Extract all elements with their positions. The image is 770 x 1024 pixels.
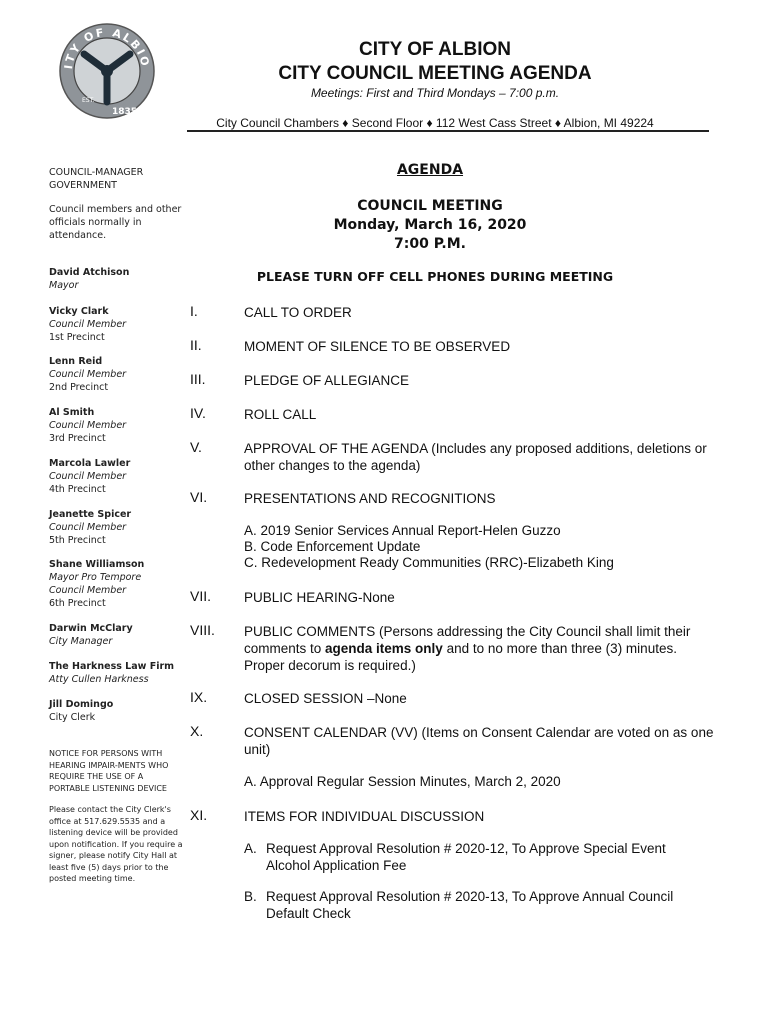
- city-seal-logo: [58, 22, 156, 120]
- official-block: [49, 698, 184, 724]
- official-precinct: 2nd Precinct: [49, 382, 109, 393]
- official-block: [49, 558, 184, 610]
- sub-item: Request Approval Resolution # 2020-13, To Approve Annual Council Default Check: [266, 889, 674, 921]
- official-block: [49, 457, 184, 496]
- official-block: [49, 406, 184, 445]
- sub-item-letter: A.: [244, 841, 257, 856]
- cell-phone-notice: PLEASE TURN OFF CELL PHONES DURING MEETING: [256, 269, 614, 284]
- item-number: VI.: [190, 489, 208, 505]
- government-type: COUNCIL-MANAGER GOVERNMENT: [49, 167, 144, 191]
- item-number: V.: [190, 439, 202, 455]
- official-role: City Manager: [49, 636, 113, 647]
- agenda-item: PUBLIC HEARING-None: [244, 590, 395, 605]
- meeting-schedule: Meetings: First and Third Mondays – 7:00 p.m.: [310, 86, 560, 100]
- item-number: IV.: [190, 405, 206, 421]
- header-title: CITY OF ALBION: [359, 39, 511, 60]
- svg-text:EST.: EST.: [82, 97, 95, 104]
- official-precinct: 3rd Precinct: [49, 433, 106, 444]
- official-block: [49, 508, 184, 547]
- official-precinct: 6th Precinct: [49, 598, 106, 609]
- meeting-time: 7:00 P.M.: [394, 236, 466, 252]
- attendance-note: Council members and other officials normally in attendance.: [49, 204, 182, 241]
- agenda-item: [244, 623, 714, 674]
- official-block: [49, 355, 184, 394]
- agenda-item: CONSENT CALENDAR (VV) (Items on Consent Calendar are voted on as one unit): [244, 725, 714, 757]
- hearing-notice: NOTICE FOR PERSONS WITH HEARING IMPAIR-MENTS WHO REQUIRE THE USE OF A PORTABLE LISTENING DEVICE: [49, 749, 169, 793]
- item-number: I.: [190, 303, 198, 319]
- item-number: II.: [190, 337, 202, 353]
- official-block: [49, 305, 184, 344]
- agenda-item: PRESENTATIONS AND RECOGNITIONS: [244, 491, 496, 506]
- official-role: Council Member: [49, 522, 127, 533]
- agenda-item: ITEMS FOR INDIVIDUAL DISCUSSION: [244, 809, 485, 824]
- official-role: Mayor: [49, 280, 79, 291]
- official-role: Atty Cullen Harkness: [49, 674, 149, 685]
- sub-item: C. Redevelopment Ready Communities (RRC)-Elizabeth King: [244, 555, 614, 570]
- item-number: X.: [190, 723, 204, 739]
- official-precinct: 1st Precinct: [49, 332, 105, 343]
- official-block: [49, 660, 184, 686]
- sub-item: B. Code Enforcement Update: [244, 539, 421, 554]
- meeting-type: COUNCIL MEETING: [357, 198, 503, 214]
- official-name: Jeanette Spicer: [49, 509, 132, 520]
- meeting-date: Monday, March 16, 2020: [333, 217, 527, 233]
- item-text: PUBLIC COMMENTS (Persons addressing the City Council shall limit their comments to: [244, 624, 691, 656]
- official-block: [49, 622, 184, 648]
- sub-item: A. Approval Regular Session Minutes, March 2, 2020: [244, 774, 561, 789]
- agenda-item: APPROVAL OF THE AGENDA (Includes any proposed additions, deletions or other changes to the agenda): [244, 441, 707, 473]
- item-number: III.: [190, 371, 206, 387]
- agenda-item: ROLL CALL: [244, 407, 317, 422]
- agenda-item: PLEDGE OF ALLEGIANCE: [244, 373, 410, 388]
- official-role: Mayor Pro Tempore: [49, 572, 142, 583]
- agenda-item: CLOSED SESSION –None: [244, 691, 407, 706]
- sub-item: A. 2019 Senior Services Annual Report-Helen Guzzo: [244, 523, 561, 538]
- official-role: Council Member: [49, 471, 127, 482]
- agenda-heading: AGENDA: [396, 162, 464, 178]
- item-number: IX.: [190, 689, 208, 705]
- address-line: City Council Chambers ♦ Second Floor ♦ 112 West Cass Street ♦ Albion, MI 49224: [216, 116, 654, 130]
- contact-notice: Please contact the City Clerk's office at 517.629.5535 and a listening device will be provided upon notification. If you require a signer, please notify City Hall at least five (5) days prior to the posted meeting time.: [49, 805, 183, 883]
- agenda-item: CALL TO ORDER: [244, 305, 352, 320]
- official-block: [49, 266, 184, 292]
- item-emphasis: agenda items only: [325, 641, 443, 656]
- svg-text:1835: 1835: [112, 107, 138, 117]
- official-precinct: 4th Precinct: [49, 484, 106, 495]
- header-subtitle: CITY COUNCIL MEETING AGENDA: [278, 63, 592, 84]
- official-name: Al Smith: [49, 407, 95, 418]
- official-name: Lenn Reid: [49, 356, 103, 367]
- official-precinct: 5th Precinct: [49, 535, 106, 546]
- official-role: Council Member: [49, 420, 127, 431]
- agenda-item: MOMENT OF SILENCE TO BE OBSERVED: [244, 339, 511, 354]
- official-role-secondary: Council Member: [49, 585, 127, 596]
- sub-item-letter: B.: [244, 889, 257, 904]
- official-name: David Atchison: [49, 267, 130, 278]
- official-name: Darwin McClary: [49, 623, 133, 634]
- item-text: and to no more than three (3) minutes. Proper decorum is required.): [244, 641, 677, 673]
- svg-text:CITY OF ALBION: ITY OF ALBIO: [61, 25, 153, 70]
- official-name: Shane Williamson: [49, 559, 145, 570]
- item-number: VII.: [190, 588, 212, 604]
- sub-item: Request Approval Resolution # 2020-12, To Approve Special Event Alcohol Application Fee: [266, 841, 666, 873]
- official-name: Jill Domingo: [49, 699, 114, 710]
- header-divider: [187, 130, 709, 132]
- official-role: Council Member: [49, 369, 127, 380]
- item-number: VIII.: [190, 622, 215, 638]
- official-name: Marcola Lawler: [49, 458, 131, 469]
- official-name: The Harkness Law Firm: [49, 661, 175, 672]
- official-name: Vicky Clark: [49, 306, 109, 317]
- official-role: Council Member: [49, 319, 127, 330]
- official-role: City Clerk: [49, 712, 96, 723]
- item-number: XI.: [190, 807, 208, 823]
